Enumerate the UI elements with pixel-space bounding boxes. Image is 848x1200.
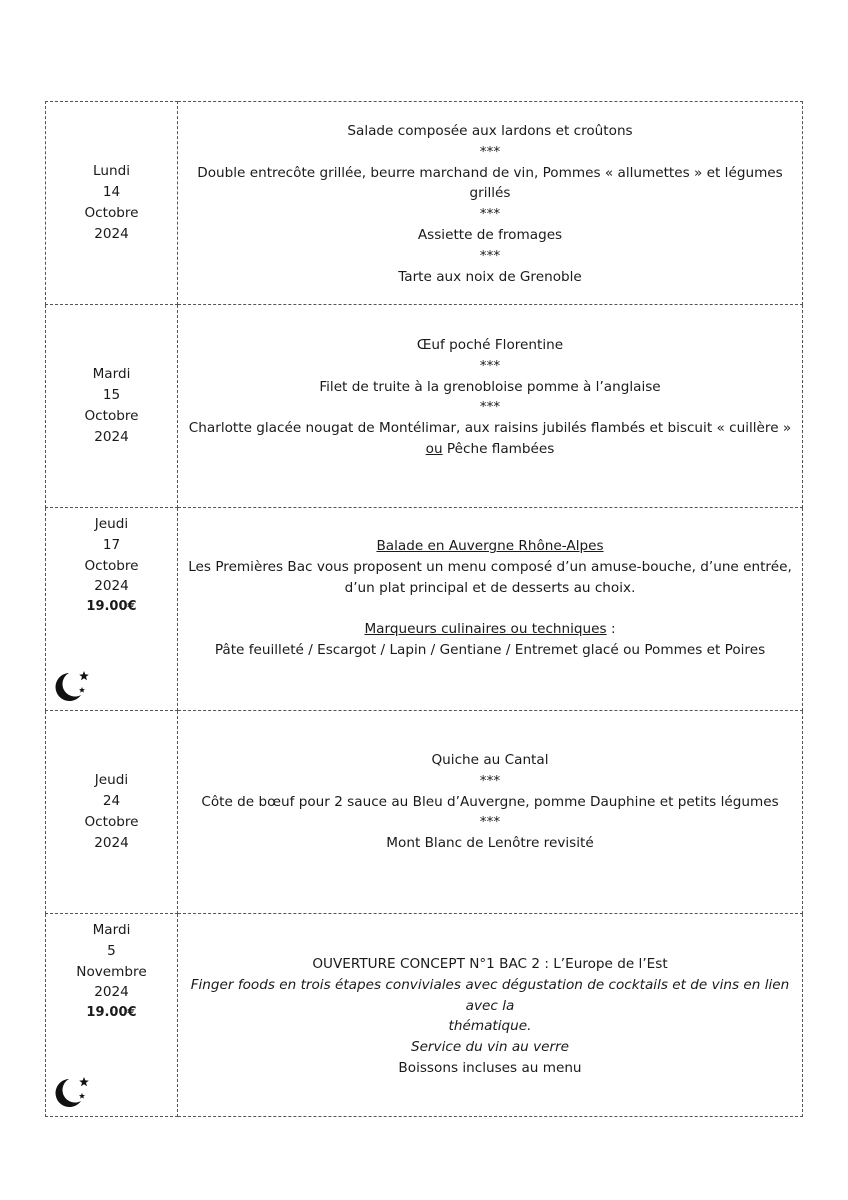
markers-list: Pâte feuilleté / Escargot / Lapin / Gentiane / Entremet glacé ou Pommes et Poires <box>214 641 766 658</box>
menu-line <box>178 439 802 460</box>
separator: *** <box>479 399 501 416</box>
menu-line: Filet de truite à la grenobloise pomme à l’anglaise <box>319 378 661 395</box>
menu-table <box>45 101 803 1117</box>
separator: *** <box>479 143 501 160</box>
menu-text-italic: thématique. <box>448 1018 532 1035</box>
month: Octobre <box>84 557 139 574</box>
menu-cell <box>178 305 803 508</box>
markers-heading <box>178 619 802 640</box>
table-row <box>46 305 803 508</box>
moon-stars-icon <box>51 667 89 703</box>
day-name: Mardi <box>92 366 131 383</box>
day-number: 14 <box>102 184 121 201</box>
date-cell <box>46 508 178 711</box>
menu-cell <box>178 711 803 914</box>
menu-line: Charlotte glacée nougat de Montélimar, aux raisins jubilés flambés et biscuit « cuillère » <box>188 420 792 437</box>
year: 2024 <box>94 225 129 242</box>
month: Novembre <box>76 963 147 980</box>
menu-cell <box>178 102 803 305</box>
price: 19.00€ <box>86 1005 137 1021</box>
day-name: Lundi <box>93 163 130 180</box>
moon-stars-icon <box>51 1073 89 1109</box>
markers-label: Marqueurs culinaires ou techniques <box>364 621 607 638</box>
day-number: 24 <box>102 793 121 810</box>
menu-line: Assiette de fromages <box>417 226 563 243</box>
menu-line: Quiche au Cantal <box>431 752 549 768</box>
menu-title: Balade en Auvergne Rhône-Alpes <box>376 538 604 554</box>
separator: *** <box>479 357 501 374</box>
menu-line: Mont Blanc de Lenôtre revisité <box>386 835 594 852</box>
year: 2024 <box>94 834 129 851</box>
menu-title: OUVERTURE CONCEPT N°1 BAC 2 : L’Europe de l’Est <box>312 956 668 972</box>
menu-text: Les Premières Bac vous proposent un menu composé d’un amuse-bouche, d’une entrée, <box>188 558 792 575</box>
day-number: 17 <box>102 536 121 553</box>
table-row <box>46 711 803 914</box>
year: 2024 <box>94 984 129 1001</box>
menu-line: Tarte aux noix de Grenoble <box>398 268 582 285</box>
date-cell <box>46 305 178 508</box>
markers-colon: : <box>606 621 616 638</box>
year: 2024 <box>94 428 129 445</box>
menu-line: Côte de bœuf pour 2 sauce au Bleu d’Auvergne, pomme Dauphine et petits légumes <box>201 793 779 810</box>
date-cell <box>46 102 178 305</box>
separator: *** <box>479 206 501 223</box>
table-row <box>46 102 803 305</box>
menu-line: Œuf poché Florentine <box>416 337 564 353</box>
menu-text: Boissons incluses au menu <box>398 1059 582 1076</box>
alt-dessert: Pêche flambées <box>446 440 555 457</box>
day-name: Mardi <box>92 922 131 938</box>
menu-line: Salade composée aux lardons et croûtons <box>347 123 633 139</box>
month: Octobre <box>84 408 139 424</box>
menu-text-italic: Finger foods en trois étapes conviviales avec dégustation de cocktails et de vins en lien avec la <box>190 976 790 1014</box>
menu-text: d’un plat principal et de desserts au choix. <box>344 579 636 596</box>
separator: *** <box>479 772 501 789</box>
or-word: ou <box>425 440 443 457</box>
price: 19.00€ <box>86 599 137 615</box>
date-cell <box>46 914 178 1117</box>
menu-cell <box>178 508 803 711</box>
month: Octobre <box>84 814 139 830</box>
day-name: Jeudi <box>94 772 129 789</box>
table-row <box>46 914 803 1117</box>
table-row <box>46 508 803 711</box>
menu-line: Double entrecôte grillée, beurre marchand de vin, Pommes « allumettes » et légumes grillés <box>197 164 783 202</box>
menu-cell <box>178 914 803 1117</box>
day-number: 5 <box>107 942 116 959</box>
year: 2024 <box>94 578 129 595</box>
date-cell <box>46 711 178 914</box>
day-name: Jeudi <box>94 516 129 532</box>
separator: *** <box>479 247 501 264</box>
month: Octobre <box>84 205 139 221</box>
menu-text-italic: Service du vin au verre <box>410 1039 570 1056</box>
separator: *** <box>479 814 501 831</box>
day-number: 15 <box>102 387 121 404</box>
